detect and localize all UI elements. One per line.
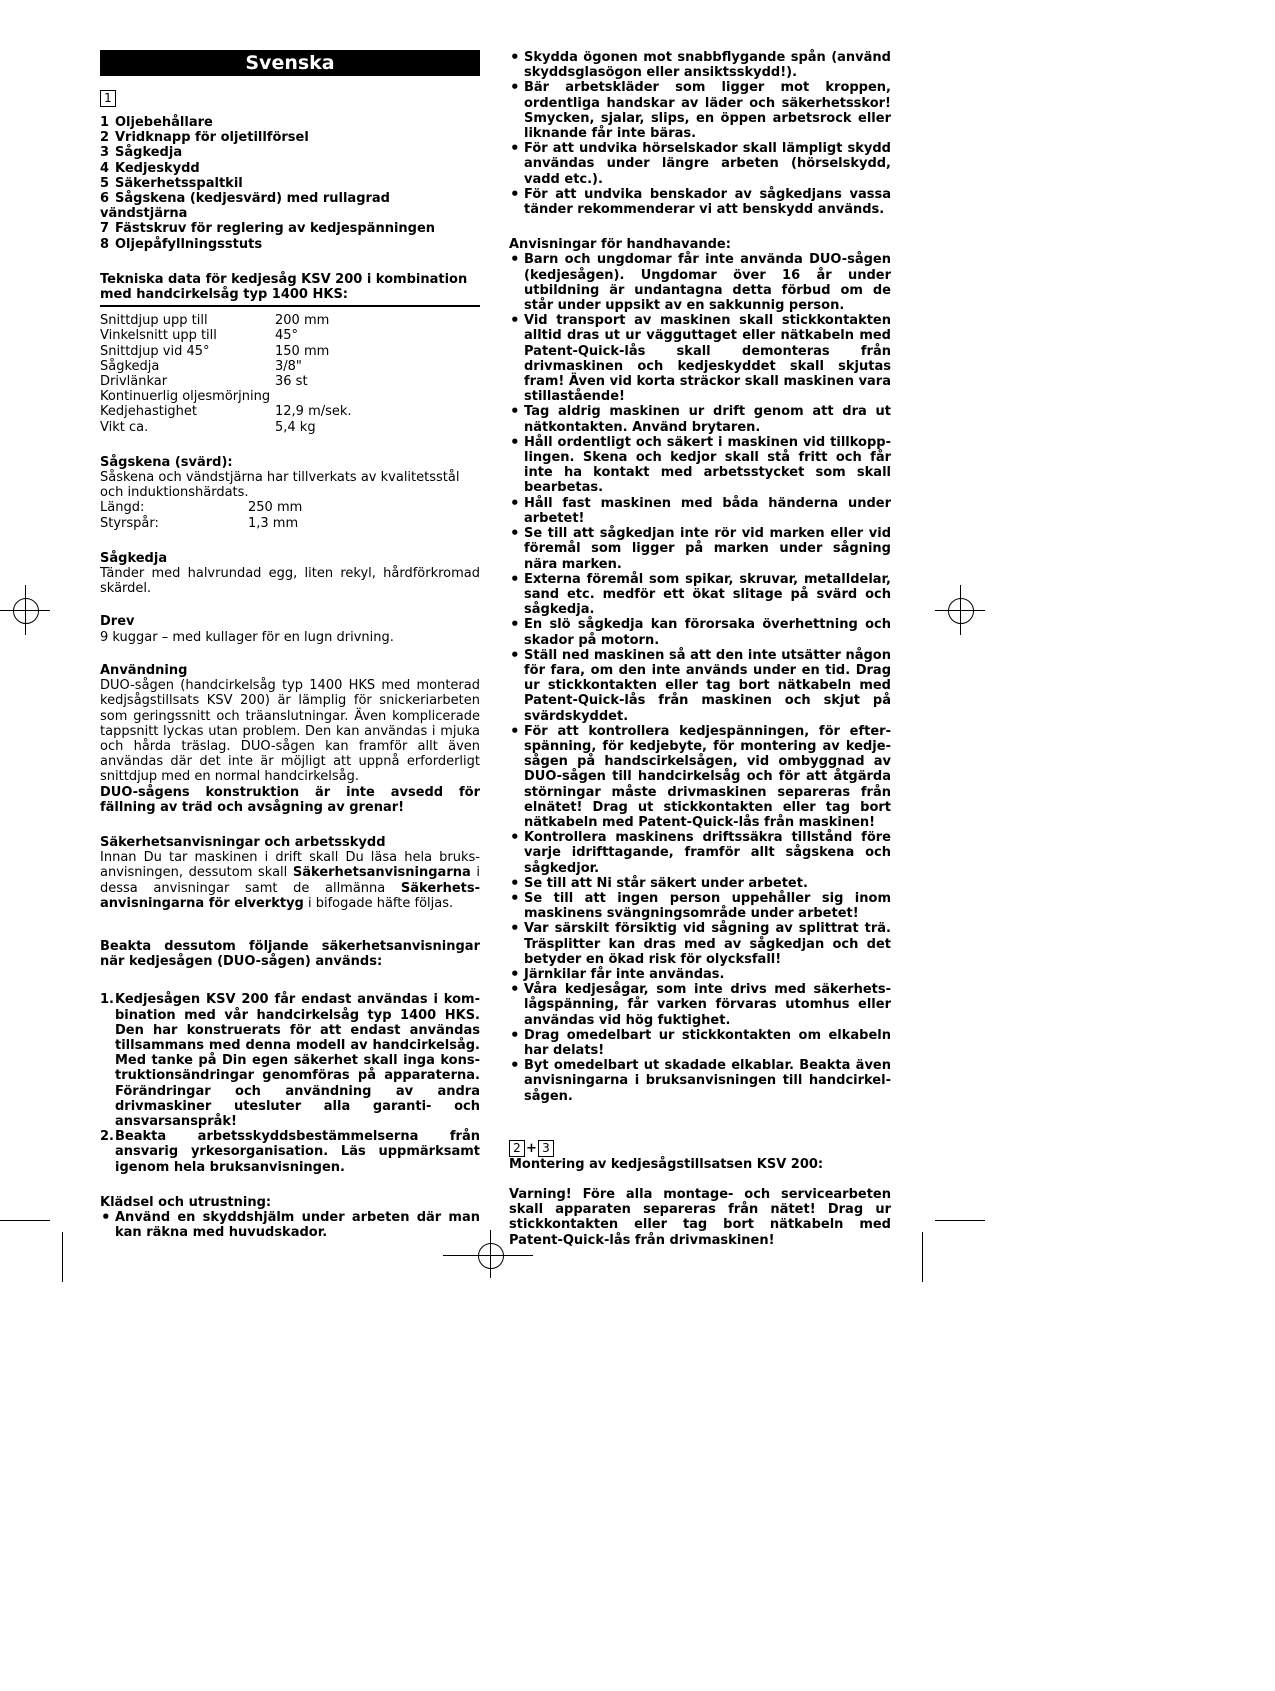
sagskena-section (100, 455, 480, 531)
list-item: • Håll fast maskinen med båda händerna under arbetet! (509, 496, 891, 526)
table-row: Drivlänkar 36 st (100, 374, 308, 390)
bullet-list (509, 50, 891, 217)
list-item: 7 Fästskruv för reglering av kedjespänningen (100, 221, 436, 237)
list-item: • Tag aldrig maskinen ur drift genom att dra ut nätkontakten. Använd brytaren. (509, 404, 891, 434)
sakerhet-section (100, 835, 480, 911)
table-row: Styrspår: 1,3 mm (100, 515, 299, 531)
section-text: Såskena och vändstjärna har tillverkats av kvalitetsstål och induktionshärdats. (100, 470, 460, 501)
list-item: • Drag omedelbart ur stickkontakten om elkabeln har delats! (509, 1028, 891, 1058)
handhavande-section (509, 237, 891, 1104)
table-row: Kontinuerlig oljesmörjning (100, 389, 271, 405)
list-item: • Var särskilt försiktig vid sågning av splittrat trä. Träsplitter kan dras med av sågkedjan och det betyder en ökad risk för olycksfall! (509, 921, 891, 967)
table-row: Vikt ca. 5,4 kg (100, 419, 316, 435)
section-heading: Montering av kedjesågstillsatsen KSV 200: (509, 1156, 824, 1172)
bullet-list (509, 252, 891, 1103)
table-row: Längd: 250 mm (100, 500, 303, 516)
list-item: • Barn och ungdomar får inte använda DUO-sågen (kedjesågen). Ungdomar över 16 år under utbildning är undantagna detta förbud om de står under uppsikt av en sakkunnig person. (509, 252, 891, 313)
list-item: • Skydda ögonen mot snabbflygande spån (använd skyddsglasögon eller ansiktsskydd!). (509, 50, 891, 80)
table-row: Sågkedja 3/8" (100, 358, 302, 374)
list-item: 2. Beakta arbetsskyddsbestämmelserna från ansvarig yrkesorganisation. Läs uppmärksamt igenom hela bruksanvisningen. (100, 1129, 480, 1175)
list-item: • Järnkilar får inte användas. (509, 967, 891, 982)
figure-refs (509, 1140, 891, 1157)
figure-number-box: 3 (538, 1140, 554, 1157)
list-item: • Byt omedelbart ut skadade elkablar. Beakta även anvisningarna i bruksanvisningen till handcirkelsågen. (509, 1058, 891, 1104)
section-heading: Klädsel och utrustning: (100, 1194, 272, 1210)
list-item: • En slö sågkedja kan förorsaka överhettning och skador på motorn. (509, 617, 891, 647)
list-item: 6 Sågskena (kedjesvärd) med rullagrad vändstjärna (100, 191, 390, 222)
section-text: DUO-sågen (handcirkelsåg typ 1400 HKS med monterad kedjsågstillsats KSV 200) är lämplig för snickeriarbeten som geringssnitt och träanslutningar. Även komplicerade tappsnitt lyckas utan problem. Den kan användas i mjuka och hårda träslag. DUO-sågen kan framför allt även användas där det inte är möjligt att uppnå erforderligt snittdjup med en normal handcirkelsåg. (100, 678, 480, 785)
figure-number-box: 2 (509, 1140, 525, 1157)
list-item: 1. Kedjesågen KSV 200 får endast användas i kombination med vår handcirkelsåg typ 1400 HKS. Den har konstruerats för att endast användas tillsammans med denna modell av handcirkelsåg. Med tanke på Din egen säkerhet skall inga konstruktionsändringar genomföras på apparaterna. Förändringar och användning av andra drivmaskiner utesluter alla garanti- och ansvarsanspråk! (100, 992, 480, 1129)
section-text: 9 kuggar – med kullager för en lugn drivning. (100, 629, 394, 645)
figure-1-ref (100, 90, 480, 107)
figure-number-box: 1 (100, 90, 116, 107)
left-column (100, 50, 480, 1240)
list-item: • Bär arbetskläder som ligger mot kroppen, ordentliga handskar av läder och säkerhetsskor! Smycken, sjalar, slips, en öppen arbetsrock eller liknande får inte bäras. (509, 80, 891, 141)
list-item: • Ställ ned maskinen så att den inte utsätter någon för fara, om den inte används under en tid. Drag ur stickkontakten eller tag bort nätkabeln med Patent-Quick-lås från maskinen och skjut på svärdskyddet. (509, 648, 891, 724)
bullet-list (100, 1210, 480, 1240)
list-item: • Se till att sågkedjan inte rör vid marken eller vid föremål som ligger på marken under sågning nära marken. (509, 526, 891, 572)
tech-heading: Tekniska data för kedjesåg KSV 200 i kombination med handcirkelsåg typ 1400 HKS: (100, 271, 468, 303)
parts-list (100, 115, 480, 252)
list-item: 8 Oljepåfyllningsstuts (100, 236, 263, 252)
list-item: • För att undvika benskador av sågkedjans vassa tänder rekommenderar vi att benskydd används. (509, 187, 891, 217)
list-item: • Vid transport av maskinen skall stickkontakten alltid dras ut ur vägguttaget eller nätkabeln med Patent-Quick-lås skall demonteras från drivmaskinen och kedjeskyddet skall skjutas fram! Även vid korta sträckor skall maskinen vara stillastående! (509, 313, 891, 404)
table-row: Vinkelsnitt upp till 45° (100, 328, 299, 344)
beakta-heading: Beakta dessutom följande säkerhetsanvisningar när kedjesågen (DUO-sågen) används: (100, 938, 480, 970)
list-item: • Våra kedjesågar, som inte drivs med säkerhetslågspänning, får varken förvaras utomhus eller användas vid hög fuktighet. (509, 982, 891, 1028)
drev-section (100, 614, 480, 644)
section-text: Tänder med halvrundad egg, liten rekyl, hårdförkromad skärdel. (100, 566, 480, 597)
warning-text: Varning! Före alla montage- och servicearbeten skall apparaten separeras från nätet! Drag ur stickkontakten eller tag bort nätkabeln med Patent-Quick-lås från drivmaskinen! (509, 1187, 891, 1248)
list-item: 4 Kedjeskydd (100, 160, 200, 176)
list-item: 3 Sågkedja (100, 145, 183, 161)
list-item: 1 Oljebehållare (100, 115, 213, 130)
montering-section (509, 1140, 891, 1248)
list-item: • Externa föremål som spikar, skruvar, metalldelar, sand etc. medför ett ökat slitage på svärd och sågkedja. (509, 572, 891, 618)
section-heading: Sågkedja (100, 550, 168, 566)
table-row: Snittdjup upp till 200 mm (100, 313, 330, 329)
divider (100, 305, 480, 307)
section-heading: Användning (100, 662, 188, 678)
tech-table (100, 313, 480, 435)
language-header: Svenska (100, 50, 480, 76)
list-item: • Använd en skyddshjälm under arbeten där man kan räkna med huvudskador. (100, 1210, 480, 1240)
section-text: Innan Du tar maskinen i drift skall Du läsa hela bruksanvisningen, dessutom skall Säkerhetsanvisningarna i dessa anvisningar samt de allmänna Säkerhetsanvisningarna för elverktyg i bifogade häfte följas. (100, 850, 481, 911)
section-heading: Drev (100, 614, 135, 630)
section-heading: Anvisningar för handhavande: (509, 237, 731, 253)
section-heading: Säkerhetsanvisningar och arbetsskydd (100, 834, 386, 850)
list-item: 2 Vridknapp för oljetillförsel (100, 130, 309, 146)
list-item: 5 Säkerhetsspaltkil (100, 175, 243, 191)
table-row: Kedjehastighet 12,9 m/sek. (100, 404, 352, 420)
list-item: • För att kontrollera kedjespänningen, för efterspänning, för kedjebyte, för montering av kedjesågen på handscirkelsågen, vid ombyggnad av DUO-sågen till handcirkelsåg och för att åtgärda störningar måste drivmaskinen separeras från elnätet! Drag ut stickkontakten eller tag bort nätkabeln med Patent-Quick-lås från maskinen! (509, 724, 891, 830)
list-item: • Se till att ingen person uppehåller sig inom maskinens svängningsområde under arbetet! (509, 891, 891, 921)
numbered-list (100, 992, 480, 1174)
plus-sign: + (526, 1140, 537, 1156)
section-warning: DUO-sågens konstruktion är inte avsedd för fällning av träd och avsågning av grenar! (100, 784, 480, 815)
sagkedja-section (100, 551, 480, 597)
right-column (509, 50, 891, 1248)
anvandning-section (100, 663, 480, 815)
list-item: • Se till att Ni står säkert under arbetet. (509, 876, 891, 891)
list-item: • För att undvika hörselskador skall lämpligt skydd användas under längre arbeten (hörselskydd, vadd etc.). (509, 141, 891, 187)
kladsel-section (100, 1195, 480, 1241)
section-heading: Sågskena (svärd): (100, 454, 233, 470)
table-row: Snittdjup vid 45° 150 mm (100, 343, 330, 359)
list-item: • Håll ordentligt och säkert i maskinen vid tillkopplingen. Skena och kedjor skall stå fritt och får inte ha kontakt med arbetsstycket som skall bearbetas. (509, 435, 891, 496)
list-item: • Kontrollera maskinens driftssäkra tillstånd före varje idrifttagande, framför allt sågskena och sågkedjor. (509, 830, 891, 876)
